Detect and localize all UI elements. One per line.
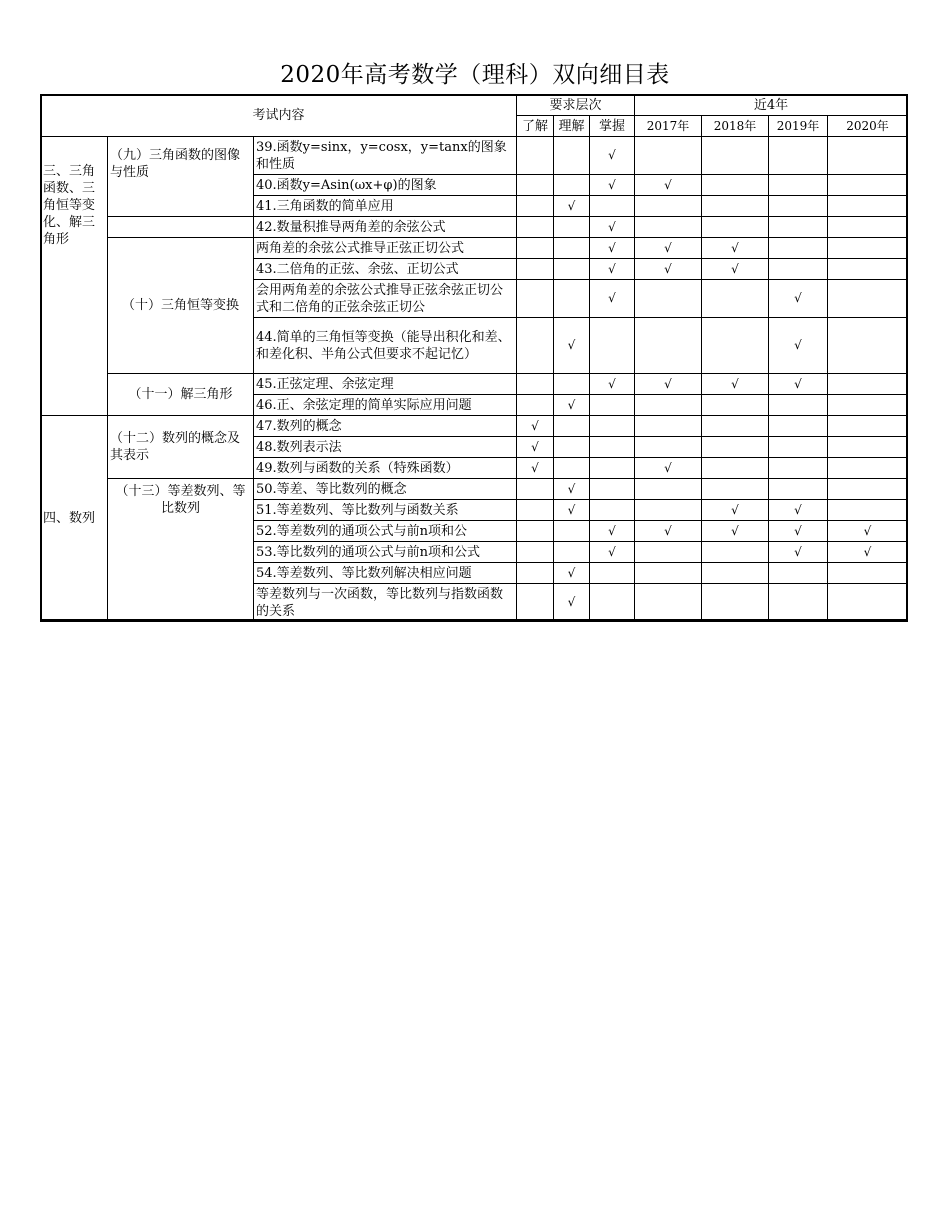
level-mark-cell [590, 584, 635, 622]
year-mark-cell [769, 217, 828, 238]
year-mark-cell [828, 196, 908, 217]
level-mark-cell [590, 416, 635, 437]
year-mark-cell [702, 584, 769, 622]
level-mark-cell [517, 542, 554, 563]
year-mark-cell [769, 175, 828, 196]
year-mark-cell [828, 416, 908, 437]
year-mark-cell [769, 458, 828, 479]
year-mark-cell: √ [769, 318, 828, 374]
level-mark-cell [590, 318, 635, 374]
level-mark-cell [554, 217, 590, 238]
table-row [41, 238, 908, 259]
header-year-2019: 2019年 [769, 116, 828, 137]
year-mark-cell [769, 196, 828, 217]
section-cell: （十）三角恒等变换 [108, 238, 254, 374]
level-mark-cell [517, 374, 554, 395]
item-cell: 44.简单的三角恒等变换（能导出积化和差、和差化积、半角公式但要求不起记忆） [254, 318, 517, 374]
year-mark-cell: √ [702, 238, 769, 259]
item-cell: 51.等差数列、等比数列与函数关系 [254, 500, 517, 521]
level-mark-cell [517, 521, 554, 542]
item-cell: 48.数列表示法 [254, 437, 517, 458]
item-cell: 39.函数y=sinx，y=cosx，y=tanx的图象和性质 [254, 137, 517, 175]
year-mark-cell: √ [702, 374, 769, 395]
year-mark-cell [702, 563, 769, 584]
year-mark-cell: √ [702, 521, 769, 542]
year-mark-cell [702, 542, 769, 563]
header-level-2: 理解 [554, 116, 590, 137]
year-mark-cell [828, 137, 908, 175]
level-mark-cell [554, 437, 590, 458]
level-mark-cell [554, 238, 590, 259]
year-mark-cell [828, 479, 908, 500]
item-cell: 会用两角差的余弦公式推导正弦余弦正切公式和二倍角的正弦余弦正切公 [254, 280, 517, 318]
level-mark-cell [554, 416, 590, 437]
section-cell: （十三）等差数列、等比数列 [108, 479, 254, 622]
level-mark-cell: √ [590, 217, 635, 238]
level-mark-cell: √ [517, 458, 554, 479]
year-mark-cell [828, 238, 908, 259]
level-mark-cell: √ [517, 416, 554, 437]
year-mark-cell [828, 500, 908, 521]
year-mark-cell [702, 479, 769, 500]
item-cell: 49.数列与函数的关系（特殊函数） [254, 458, 517, 479]
year-mark-cell: √ [769, 521, 828, 542]
year-mark-cell [828, 458, 908, 479]
level-mark-cell [517, 318, 554, 374]
item-cell: 47.数列的概念 [254, 416, 517, 437]
level-mark-cell: √ [554, 318, 590, 374]
item-cell: 等差数列与一次函数，等比数列与指数函数的关系 [254, 584, 517, 622]
header-level-3: 掌握 [590, 116, 635, 137]
level-mark-cell: √ [590, 175, 635, 196]
level-mark-cell [517, 217, 554, 238]
level-mark-cell [554, 175, 590, 196]
year-mark-cell [635, 500, 702, 521]
year-mark-cell [828, 280, 908, 318]
level-mark-cell [554, 542, 590, 563]
item-cell: 42.数量积推导两角差的余弦公式 [254, 217, 517, 238]
year-mark-cell [702, 137, 769, 175]
year-mark-cell [635, 318, 702, 374]
item-cell: 50.等差、等比数列的概念 [254, 479, 517, 500]
year-mark-cell [635, 563, 702, 584]
header-recent: 近4年 [635, 95, 908, 116]
year-mark-cell: √ [769, 374, 828, 395]
level-mark-cell: √ [554, 584, 590, 622]
level-mark-cell [554, 259, 590, 280]
level-mark-cell [554, 374, 590, 395]
year-mark-cell [769, 259, 828, 280]
year-mark-cell [828, 318, 908, 374]
item-cell: 52.等差数列的通项公式与前n项和公 [254, 521, 517, 542]
year-mark-cell [828, 175, 908, 196]
header-level-1: 了解 [517, 116, 554, 137]
year-mark-cell [702, 458, 769, 479]
level-mark-cell [554, 280, 590, 318]
item-cell: 46.正、余弦定理的简单实际应用问题 [254, 395, 517, 416]
section-cell: （九）三角函数的图像与性质 [108, 137, 254, 217]
year-mark-cell: √ [702, 259, 769, 280]
level-mark-cell [517, 137, 554, 175]
year-mark-cell [828, 217, 908, 238]
year-mark-cell: √ [828, 542, 908, 563]
year-mark-cell [702, 437, 769, 458]
year-mark-cell [702, 318, 769, 374]
level-mark-cell [517, 280, 554, 318]
detail-table [40, 94, 908, 622]
year-mark-cell [635, 217, 702, 238]
item-cell: 两角差的余弦公式推导正弦正切公式 [254, 238, 517, 259]
level-mark-cell: √ [590, 238, 635, 259]
year-mark-cell: √ [769, 542, 828, 563]
header-year-2018: 2018年 [702, 116, 769, 137]
level-mark-cell: √ [554, 500, 590, 521]
year-mark-cell: √ [769, 280, 828, 318]
chapter-cell: 三、三角函数、三角恒等变化、解三角形 [41, 137, 108, 416]
year-mark-cell [769, 479, 828, 500]
level-mark-cell [517, 395, 554, 416]
level-mark-cell [517, 500, 554, 521]
level-mark-cell: √ [590, 259, 635, 280]
year-mark-cell [828, 259, 908, 280]
year-mark-cell [635, 137, 702, 175]
year-mark-cell: √ [635, 175, 702, 196]
year-mark-cell: √ [635, 238, 702, 259]
item-cell: 54.等差数列、等比数列解决相应问题 [254, 563, 517, 584]
level-mark-cell [554, 521, 590, 542]
level-mark-cell [590, 196, 635, 217]
level-mark-cell [590, 479, 635, 500]
level-mark-cell [517, 259, 554, 280]
level-mark-cell: √ [517, 437, 554, 458]
year-mark-cell [769, 137, 828, 175]
year-mark-cell [702, 280, 769, 318]
year-mark-cell [635, 416, 702, 437]
year-mark-cell [769, 416, 828, 437]
year-mark-cell [769, 563, 828, 584]
level-mark-cell [554, 137, 590, 175]
year-mark-cell [635, 437, 702, 458]
item-cell: 41.三角函数的简单应用 [254, 196, 517, 217]
table-row [41, 374, 908, 395]
section-cell [108, 217, 254, 238]
year-mark-cell: √ [769, 500, 828, 521]
year-mark-cell [635, 584, 702, 622]
table-row [41, 137, 908, 175]
year-mark-cell: √ [635, 458, 702, 479]
year-mark-cell [702, 196, 769, 217]
level-mark-cell [517, 563, 554, 584]
year-mark-cell: √ [702, 500, 769, 521]
item-cell: 43.二倍角的正弦、余弦、正切公式 [254, 259, 517, 280]
level-mark-cell: √ [554, 196, 590, 217]
year-mark-cell: √ [635, 259, 702, 280]
year-mark-cell [635, 479, 702, 500]
level-mark-cell [590, 458, 635, 479]
year-mark-cell [769, 238, 828, 259]
header-level: 要求层次 [517, 95, 635, 116]
table-row [41, 416, 908, 437]
table-row [41, 479, 908, 500]
header-year-2020: 2020年 [828, 116, 908, 137]
year-mark-cell: √ [635, 521, 702, 542]
year-mark-cell [702, 175, 769, 196]
level-mark-cell: √ [554, 395, 590, 416]
section-cell: （十二）数列的概念及其表示 [108, 416, 254, 479]
level-mark-cell [554, 458, 590, 479]
item-cell: 45.正弦定理、余弦定理 [254, 374, 517, 395]
level-mark-cell [517, 584, 554, 622]
level-mark-cell: √ [590, 374, 635, 395]
level-mark-cell: √ [590, 542, 635, 563]
year-mark-cell [828, 563, 908, 584]
year-mark-cell: √ [828, 521, 908, 542]
level-mark-cell [517, 196, 554, 217]
level-mark-cell: √ [590, 280, 635, 318]
year-mark-cell [635, 196, 702, 217]
year-mark-cell [769, 395, 828, 416]
header-year-2017: 2017年 [635, 116, 702, 137]
year-mark-cell [828, 395, 908, 416]
level-mark-cell [517, 238, 554, 259]
level-mark-cell [517, 175, 554, 196]
level-mark-cell [590, 395, 635, 416]
year-mark-cell [828, 584, 908, 622]
year-mark-cell [828, 437, 908, 458]
chapter-cell: 四、数列 [41, 416, 108, 622]
level-mark-cell: √ [554, 563, 590, 584]
level-mark-cell [590, 437, 635, 458]
year-mark-cell [635, 280, 702, 318]
level-mark-cell: √ [554, 479, 590, 500]
year-mark-cell [769, 584, 828, 622]
level-mark-cell: √ [590, 137, 635, 175]
year-mark-cell [769, 437, 828, 458]
year-mark-cell [702, 416, 769, 437]
section-cell: （十一）解三角形 [108, 374, 254, 416]
level-mark-cell: √ [590, 521, 635, 542]
table-row [41, 217, 908, 238]
item-cell: 53.等比数列的通项公式与前n项和公式 [254, 542, 517, 563]
year-mark-cell [702, 395, 769, 416]
year-mark-cell: √ [635, 374, 702, 395]
year-mark-cell [828, 374, 908, 395]
header-content: 考试内容 [41, 95, 517, 137]
year-mark-cell [635, 542, 702, 563]
level-mark-cell [590, 563, 635, 584]
level-mark-cell [517, 479, 554, 500]
level-mark-cell [590, 500, 635, 521]
item-cell: 40.函数y=Asin(ωx+φ)的图象 [254, 175, 517, 196]
year-mark-cell [635, 395, 702, 416]
year-mark-cell [702, 217, 769, 238]
page-title: 2020年高考数学（理科）双向细目表 [280, 62, 670, 88]
